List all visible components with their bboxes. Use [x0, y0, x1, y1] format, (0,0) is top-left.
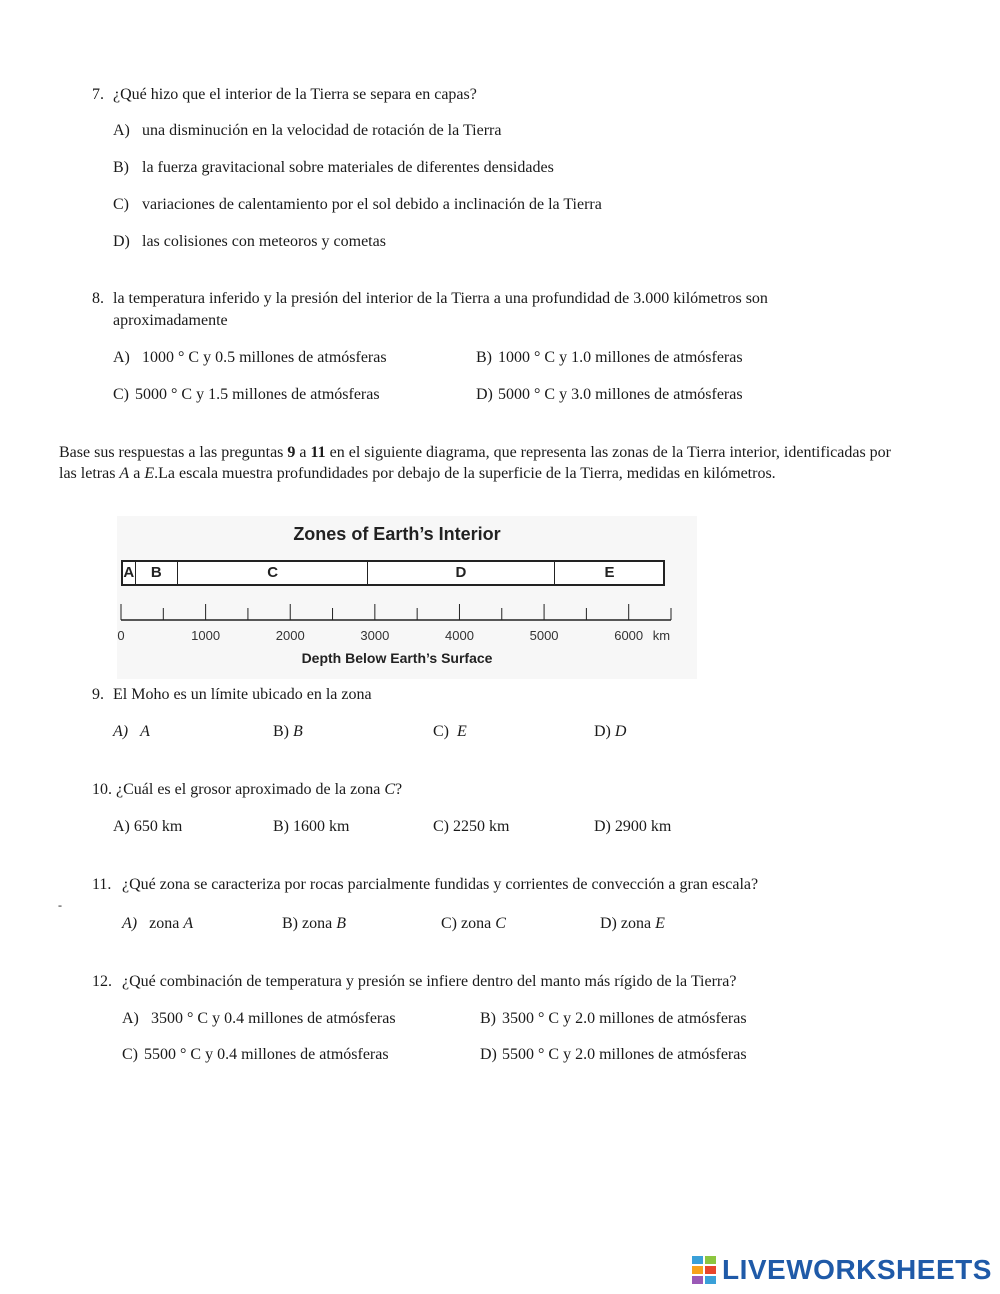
q11-number: 11. — [92, 876, 112, 893]
q7-option-a[interactable]: una disminución en la velocidad de rotación de la Tierra — [142, 122, 502, 139]
q8-option-c-letter[interactable]: C) — [113, 386, 129, 403]
scale-label-0: 0 — [117, 628, 125, 643]
q11-option-b[interactable]: B) zona B — [282, 915, 346, 932]
q9-option-c[interactable]: C) E — [433, 723, 467, 740]
q12-option-c[interactable]: 5500 ° C y 0.4 millones de atmósferas — [144, 1046, 389, 1063]
diagram-title: Zones of Earth’s Interior — [293, 524, 501, 544]
q8-option-b[interactable]: 1000 ° C y 1.0 millones de atmósferas — [498, 349, 743, 366]
q7-option-d-letter[interactable]: D) — [113, 233, 130, 250]
q12-option-b[interactable]: 3500 ° C y 2.0 millones de atmósferas — [502, 1010, 747, 1027]
liveworksheets-logo-icon — [692, 1256, 718, 1284]
q12-option-a-letter[interactable]: A) — [122, 1010, 139, 1027]
scale-unit: km — [652, 628, 671, 643]
q10-option-c[interactable]: C) 2250 km — [433, 818, 510, 835]
q8-option-a-letter[interactable]: A) — [113, 349, 130, 366]
q10-number: 10. — [92, 781, 112, 798]
zones-bar — [121, 560, 665, 586]
q8-option-d[interactable]: 5000 ° C y 3.0 millones de atmósferas — [498, 386, 743, 403]
q8-number: 8. — [92, 290, 104, 307]
q8-option-c[interactable]: 5000 ° C y 1.5 millones de atmósferas — [135, 386, 380, 403]
q7-option-c[interactable]: variaciones de calentamiento por el sol debido a inclinación de la Tierra — [142, 196, 602, 213]
q10-question: ¿Cuál es el grosor aproximado de la zona C? — [116, 781, 403, 798]
depth-axis-label: Depth Below Earth’s Surface — [301, 650, 493, 666]
zone-c: C — [178, 562, 368, 584]
zone-b: B — [136, 562, 178, 584]
q9-option-a[interactable]: A) A — [113, 723, 150, 740]
q8-option-b-letter[interactable]: B) — [476, 349, 492, 366]
q12-option-b-letter[interactable]: B) — [480, 1010, 496, 1027]
q7-question: ¿Qué hizo que el interior de la Tierra se separa en capas? — [113, 86, 477, 103]
q12-number: 12. — [92, 973, 112, 990]
q12-option-a[interactable]: 3500 ° C y 0.4 millones de atmósferas — [151, 1010, 396, 1027]
q7-option-a-letter[interactable]: A) — [113, 122, 130, 139]
q9-option-b[interactable]: B) B — [273, 723, 303, 740]
zone-a: A — [123, 562, 136, 584]
zone-d: D — [368, 562, 554, 584]
scale-label-4000: 4000 — [445, 628, 474, 643]
depth-scale — [117, 600, 697, 650]
q8-option-a[interactable]: 1000 ° C y 0.5 millones de atmósferas — [142, 349, 387, 366]
q12-question: ¿Qué combinación de temperatura y presión se infiere dentro del manto más rígido de la Tierra? — [122, 973, 737, 990]
q7-option-b[interactable]: la fuerza gravitacional sobre materiales de diferentes densidades — [142, 159, 554, 176]
q8-question-line1: la temperatura inferido y la presión del interior de la Tierra a una profundidad de 3.000 kilómetros son — [113, 290, 768, 307]
q11-option-d[interactable]: D) zona E — [600, 915, 665, 932]
q10-option-d[interactable]: D) 2900 km — [594, 818, 672, 835]
scale-label-6000: 6000 — [614, 628, 644, 643]
scale-label-1000: 1000 — [191, 628, 221, 643]
q12-option-d[interactable]: 5500 ° C y 2.0 millones de atmósferas — [502, 1046, 747, 1063]
q11-question: ¿Qué zona se caracteriza por rocas parcialmente fundidas y corrientes de convección a gran escala? — [122, 876, 759, 893]
q11-option-a[interactable]: A) zona A — [122, 915, 194, 932]
zone-e: E — [604, 564, 615, 581]
q9-number: 9. — [92, 686, 104, 703]
q9-question: El Moho es un límite ubicado en la zona — [113, 686, 372, 703]
q7-option-d[interactable]: las colisiones con meteoros y cometas — [142, 233, 386, 250]
q9-option-d[interactable]: D) D — [594, 723, 627, 740]
liveworksheets-logo — [692, 1254, 992, 1286]
scale-label-2000: 2000 — [275, 628, 305, 643]
q10-option-b[interactable]: B) 1600 km — [273, 818, 350, 835]
diagram-intro-paragraph: Base sus respuestas a las preguntas 9 a 11 en el siguiente diagrama, que representa las zonas de la Tierra interior, identificadas por las letras A a E.La escala muestra profundidades por debajo de la superficie de la Tierra, medidas en kilómetros. — [59, 444, 891, 482]
q10-option-a[interactable]: A) 650 km — [113, 818, 183, 835]
q7-option-b-letter[interactable]: B) — [113, 159, 129, 176]
scale-label-5000: 5000 — [529, 628, 559, 643]
q8-question-line2: aproximadamente — [113, 312, 228, 329]
q7-option-c-letter[interactable]: C) — [113, 196, 129, 213]
q7-number: 7. — [92, 86, 104, 103]
scale-label-3000: 3000 — [360, 628, 390, 643]
earth-zones-diagram — [117, 516, 697, 679]
q11-option-c[interactable]: C) zona C — [441, 915, 506, 932]
q12-option-c-letter[interactable]: C) — [122, 1046, 138, 1063]
stray-mark: - — [58, 898, 62, 912]
liveworksheets-logo-text: LIVEWORKSHEETS — [722, 1254, 992, 1285]
q8-option-d-letter[interactable]: D) — [476, 386, 493, 403]
q12-option-d-letter[interactable]: D) — [480, 1046, 497, 1063]
